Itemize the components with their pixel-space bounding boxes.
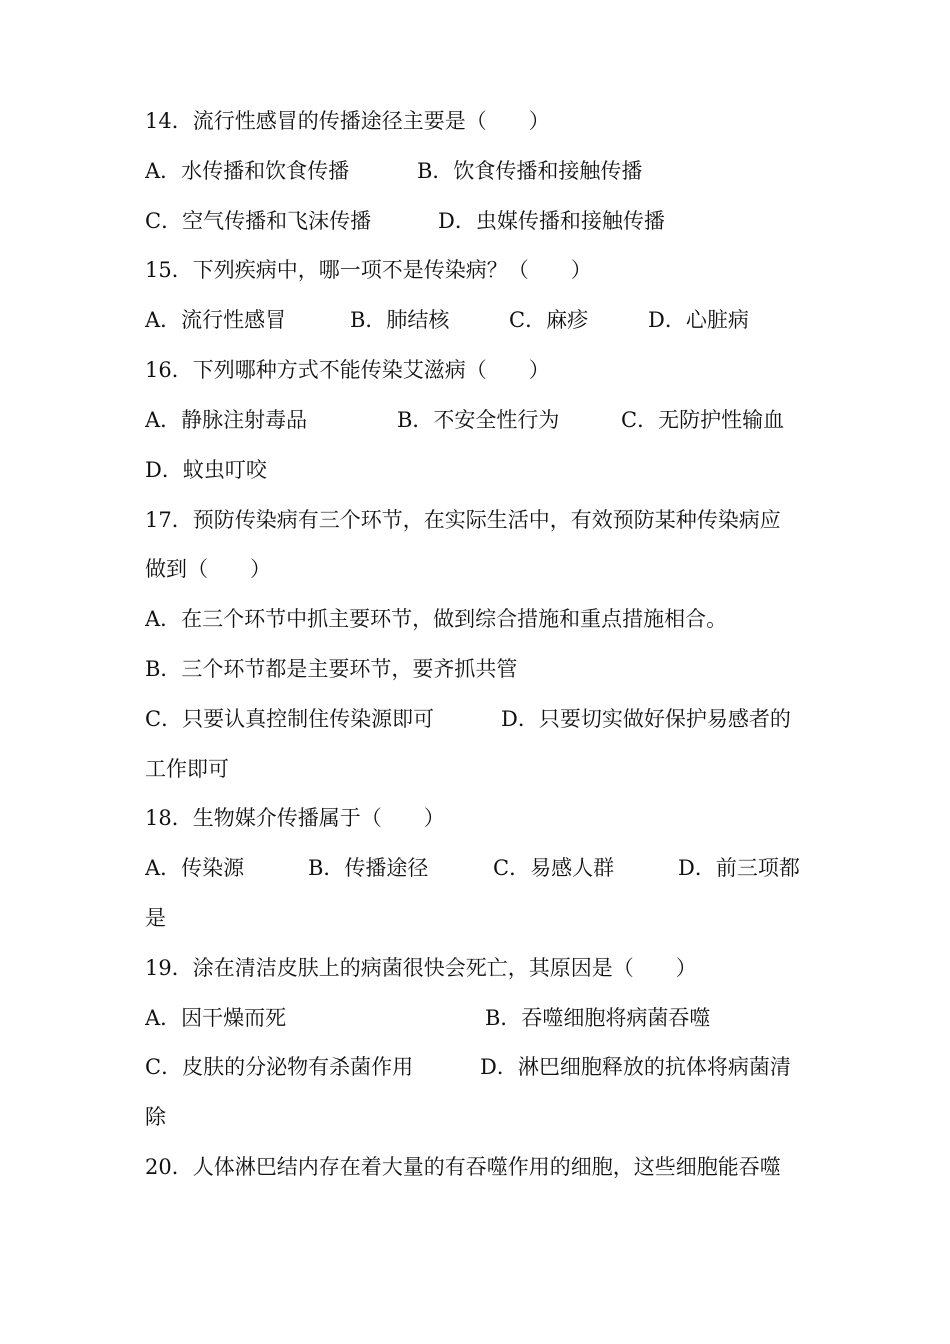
option-d-continued: 工作即可 xyxy=(145,757,229,781)
question-19-options-row-3 xyxy=(145,1105,825,1155)
option-d: D．淋巴细胞释放的抗体将病菌清 xyxy=(480,1055,791,1079)
option-b: B．不安全性行为 xyxy=(397,408,560,432)
option-d-continued: 除 xyxy=(145,1105,166,1129)
question-19-options-row-1 xyxy=(145,1006,825,1056)
question-19-options-row-2 xyxy=(145,1055,825,1105)
question-18-options-row-2 xyxy=(145,906,825,956)
question-17-options-row-4 xyxy=(145,757,825,807)
option-c: C．无防护性输血 xyxy=(621,408,785,432)
option-c: C．皮肤的分泌物有杀菌作用 xyxy=(145,1055,414,1079)
option-c: C．易感人群 xyxy=(493,856,615,880)
option-c: C．空气传播和飞沫传播 xyxy=(145,209,372,233)
option-a: A．传染源 xyxy=(145,856,245,880)
option-a: A．流行性感冒 xyxy=(145,308,287,332)
question-14-options-row-2 xyxy=(145,209,825,259)
question-14-options-row-1 xyxy=(145,159,825,209)
question-17-options-row-3 xyxy=(145,707,825,757)
question-16-options-row-2 xyxy=(145,458,825,508)
question-17-options-row-2 xyxy=(145,657,825,707)
question-17-stem-line-2: 做到（ ） xyxy=(145,557,271,581)
option-b: B．三个环节都是主要环节，要齐抓共管 xyxy=(145,657,518,681)
option-b: B．传播途径 xyxy=(308,856,429,880)
option-c: C．只要认真控制住传染源即可 xyxy=(145,707,435,731)
question-16-options-row-1 xyxy=(145,408,825,458)
option-d: D．虫媒传播和接触传播 xyxy=(438,209,665,233)
question-19-stem: 19．涂在清洁皮肤上的病菌很快会死亡，其原因是（ ） xyxy=(145,956,697,980)
question-15-options-row-1 xyxy=(145,308,825,358)
option-a: A．静脉注射毒品 xyxy=(145,408,308,432)
question-20-stem: 20．人体淋巴结内存在着大量的有吞噬作用的细胞，这些细胞能吞噬 xyxy=(145,1155,781,1179)
question-17-stem-line-1: 17．预防传染病有三个环节，在实际生活中，有效预防某种传染病应 xyxy=(145,508,781,532)
option-b: B．饮食传播和接触传播 xyxy=(417,159,643,183)
option-b: B．吞噬细胞将病菌吞噬 xyxy=(485,1006,711,1030)
option-d: D．前三项都 xyxy=(678,856,800,880)
question-15-stem: 15．下列疾病中，哪一项不是传染病？（ ） xyxy=(145,258,592,282)
option-a: A．在三个环节中抓主要环节，做到综合措施和重点措施相合。 xyxy=(145,607,728,631)
question-17-options-row-1 xyxy=(145,607,825,657)
option-d: D．蚊虫叮咬 xyxy=(145,458,267,482)
question-18-options-row-1 xyxy=(145,856,825,906)
option-a: A．因干燥而死 xyxy=(145,1006,287,1030)
question-14-stem: 14．流行性感冒的传播途径主要是（ ） xyxy=(145,109,550,133)
option-d-continued: 是 xyxy=(145,906,166,930)
option-d: D．只要切实做好保护易感者的 xyxy=(501,707,791,731)
option-d: D．心脏病 xyxy=(648,308,749,332)
option-a: A．水传播和饮食传播 xyxy=(145,159,350,183)
question-16-stem: 16．下列哪种方式不能传染艾滋病（ ） xyxy=(145,358,550,382)
question-18-stem: 18．生物媒介传播属于（ ） xyxy=(145,806,445,830)
option-b: B．肺结核 xyxy=(350,308,450,332)
option-c: C．麻疹 xyxy=(509,308,589,332)
